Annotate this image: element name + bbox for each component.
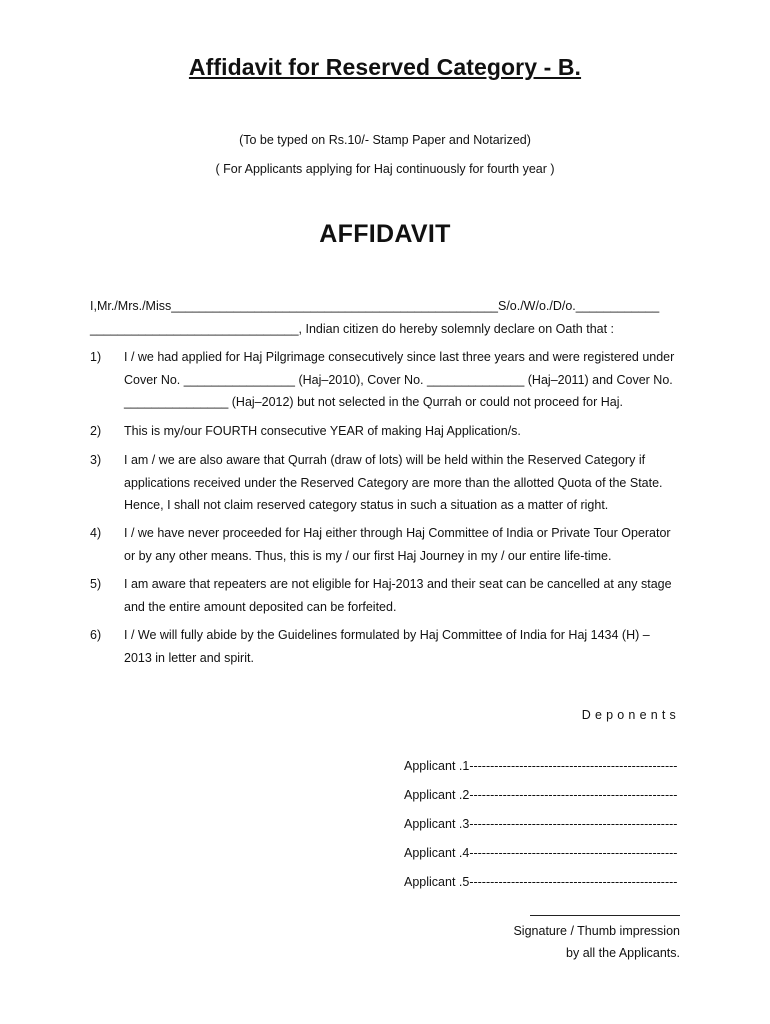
clause-text xyxy=(124,624,680,669)
clause-line: applications received under the Reserved Category are more than the allotted Quota of the State. xyxy=(124,475,663,490)
deponents-label: Deponents xyxy=(581,708,680,722)
clause-line: I am / we are also aware that Qurrah (draw of lots) will be held within the Reserved Category if xyxy=(124,453,646,467)
clause-number: 6) xyxy=(90,628,102,642)
clause-number: 1) xyxy=(90,350,102,364)
clause-line: _______________ (Haj–2012) but not selected in the Qurrah or could not proceed for Haj. xyxy=(124,395,623,409)
signature-rule xyxy=(530,915,680,916)
document-title: Affidavit for Reserved Category - B. xyxy=(188,54,582,80)
clause-line: I / we had applied for Haj Pilgrimage consecutively since last three years and were registered under xyxy=(124,350,675,364)
applicant-5-signature-line: Applicant .5-------------------------------------------------- xyxy=(404,875,678,889)
clause-text xyxy=(124,573,680,618)
clause-line: I / we have never proceeded for Haj either through Haj Committee of India or Private Tour Operator xyxy=(124,526,671,540)
clause-text xyxy=(124,420,680,443)
applicant-4-signature-line: Applicant .4-------------------------------------------------- xyxy=(404,846,678,860)
applicant-note: ( For Applicants applying for Haj continuously for fourth year ) xyxy=(215,162,555,176)
clause-line: I am aware that repeaters are not eligible for Haj-2013 and their seat can be cancelled at any stage xyxy=(124,577,672,591)
intro-line-2: ______________________________, Indian citizen do hereby solemnly declare on Oath that : xyxy=(90,322,615,336)
clause-number: 4) xyxy=(90,526,102,540)
clause-line: and the entire amount deposited can be forfeited. xyxy=(124,599,397,614)
applicant-2-signature-line: Applicant .2-------------------------------------------------- xyxy=(404,788,678,802)
clause-line: This is my/our FOURTH consecutive YEAR of making Haj Application/s. xyxy=(124,424,521,438)
clause-line: Hence, I shall not claim reserved category status in such a situation as a matter of right. xyxy=(124,498,609,512)
clause-line: or by any other means. Thus, this is my / our first Haj Journey in my / our entire life-time. xyxy=(124,548,612,563)
applicant-3-signature-line: Applicant .3-------------------------------------------------- xyxy=(404,817,678,831)
affidavit-heading: AFFIDAVIT xyxy=(319,220,451,248)
clause-line: Cover No. ________________ (Haj–2010), Cover No. ______________ (Haj–2011) and Cover No. xyxy=(124,372,673,387)
signature-sublabel: by all the Applicants. xyxy=(566,946,680,960)
clause-text xyxy=(124,522,680,567)
applicant-1-signature-line: Applicant .1-------------------------------------------------- xyxy=(404,759,678,773)
clause-number: 3) xyxy=(90,453,102,467)
clause-number: 2) xyxy=(90,424,102,438)
clause-text xyxy=(124,346,680,414)
intro-line-1: I,Mr./Mrs./Miss_______________________________________________S/o./W/o./D/o.____________ xyxy=(90,299,660,313)
clause-line: 2013 in letter and spirit. xyxy=(124,650,254,665)
clause-text xyxy=(124,449,680,517)
stamp-paper-note: (To be typed on Rs.10/- Stamp Paper and Notarized) xyxy=(239,133,531,147)
clause-line: I / We will fully abide by the Guidelines formulated by Haj Committee of India for Haj 1434 (H) – xyxy=(124,628,650,642)
clause-number: 5) xyxy=(90,577,102,591)
signature-label: Signature / Thumb impression xyxy=(513,924,680,938)
